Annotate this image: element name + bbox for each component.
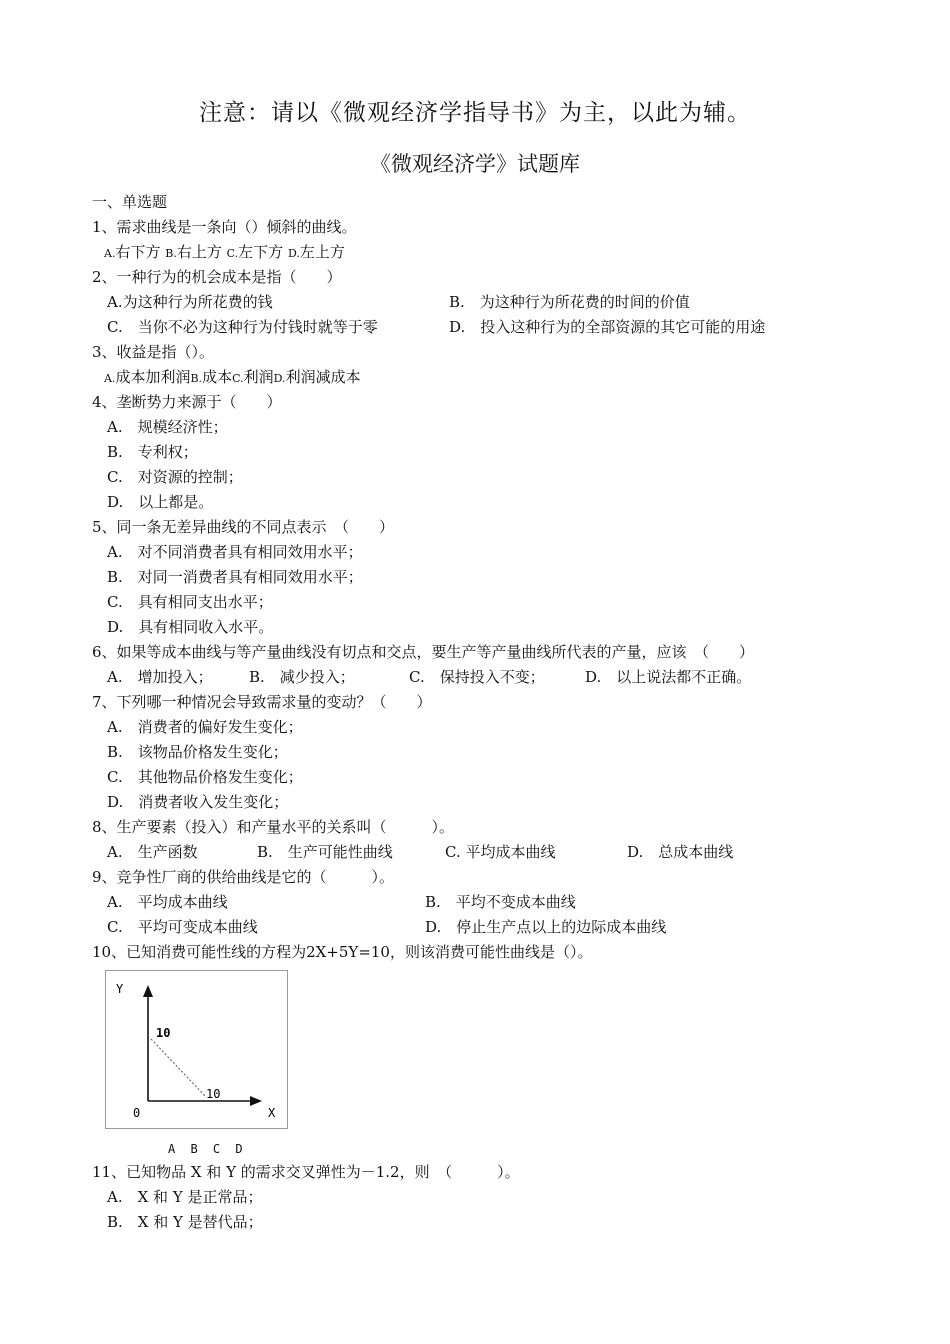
budget-line-diagram (106, 971, 287, 1128)
option-d: D. 投入这种行为的全部资源的其它可能的用途 (449, 318, 766, 336)
question-3-options (92, 365, 912, 390)
option-b: B. 生产可能性曲线 (257, 843, 393, 861)
option-letter: B. (190, 372, 203, 385)
x-intercept-label: 10 (206, 1087, 221, 1101)
option-d: D. 停止生产点以上的边际成本曲线 (425, 918, 667, 936)
x-axis-arrow (250, 1096, 262, 1106)
question-9-stem: 9、竞争性厂商的供给曲线是它的（ ）。 (92, 868, 395, 886)
origin-label: 0 (133, 1106, 141, 1120)
section-heading: 一、单选题 (92, 193, 168, 211)
question-10-choices: A B C D (168, 1142, 247, 1156)
option-text: 成本加利润 (115, 368, 191, 386)
option-c: C. 其他物品价格发生变化； (107, 768, 303, 786)
question-2-options-row-1 (92, 290, 912, 315)
question-1-options (92, 240, 912, 265)
question-3-stem: 3、收益是指（）。 (92, 343, 215, 361)
option-b: B. 为这种行为所花费的时间的价值 (449, 293, 690, 311)
option-b: B. X 和 Y 是替代品； (107, 1213, 263, 1231)
option-letter: C. (232, 372, 244, 385)
option-letter: C. (226, 247, 239, 260)
budget-line (151, 1039, 206, 1097)
question-list (92, 190, 912, 965)
option-d: D. 总成本曲线 (627, 843, 734, 861)
option-b: B. 该物品价格发生变化； (107, 743, 288, 761)
option-text: 右上方 (176, 243, 222, 261)
question-4-stem: 4、垄断势力来源于（ ） (92, 393, 282, 411)
option-b: B. 专利权； (107, 443, 198, 461)
option-c: C. 保持投入不变； (409, 668, 545, 686)
option-a: A. 生产函数 (107, 843, 198, 861)
option-letter: D. (273, 372, 286, 385)
question-11 (92, 1160, 912, 1235)
question-8-options (92, 840, 912, 865)
option-a: A. 对不同消费者具有相同效用水平； (107, 543, 363, 561)
question-2-stem: 2、一种行为的机会成本是指（ ） (92, 268, 342, 286)
question-5-stem: 5、同一条无差异曲线的不同点表示 （ ） (92, 518, 395, 536)
option-b: B. 减少投入； (249, 668, 355, 686)
question-2-options-row-2 (92, 315, 912, 340)
option-text: 利润减成本 (285, 368, 361, 386)
option-text: 左下方 (238, 243, 284, 261)
option-d: D. 消费者收入发生变化； (107, 793, 289, 811)
notice-heading: 注意：请以《微观经济学指导书》为主，以此为辅。 (199, 100, 751, 126)
question-6-stem: 6、如果等成本曲线与等产量曲线没有切点和交点，要生产等产量曲线所代表的产量，应该 （ ） (92, 643, 755, 661)
option-a: A. X 和 Y 是正常品； (107, 1188, 263, 1206)
option-d: D. 具有相同收入水平。 (107, 618, 274, 636)
option-a: A. 规模经济性； (107, 418, 228, 436)
option-c: C. 具有相同支出水平； (107, 593, 273, 611)
question-10-stem: 10、已知消费可能性线的方程为2X+5Y=10，则该消费可能性曲线是（）。 (92, 943, 593, 961)
option-text: 左上方 (299, 243, 345, 261)
page-title: 《微观经济学》试题库 (370, 152, 580, 176)
option-c: C. 对资源的控制； (107, 468, 243, 486)
option-letter: A. (104, 372, 116, 385)
question-7-stem: 7、下列哪一种情况会导致需求量的变动？（ ） (92, 693, 432, 711)
option-text: 右下方 (115, 243, 161, 261)
option-letter: A. (104, 247, 116, 260)
question-9-options-row-1 (92, 890, 912, 915)
option-text: 成本 (202, 368, 233, 386)
option-letter: D. (287, 247, 300, 260)
option-d: D. 以上都是。 (107, 493, 214, 511)
budget-line-figure (105, 970, 288, 1129)
option-c: C. 当你不必为这种行为付钱时就等于零 (107, 318, 378, 336)
y-axis-label: Y (116, 982, 124, 996)
question-9-options-row-2 (92, 915, 912, 940)
option-d: D. 以上说法都不正确。 (585, 668, 752, 686)
option-a: A. 增加投入； (107, 668, 213, 686)
x-axis-label: X (268, 1106, 276, 1120)
question-8-stem: 8、生产要素（投入）和产量水平的关系叫（ ）。 (92, 818, 455, 836)
option-c: C. 平均成本曲线 (445, 843, 556, 861)
option-a: A.为这种行为所花费的钱 (107, 293, 273, 311)
option-c: C. 平均可变成本曲线 (107, 918, 258, 936)
option-a: A. 消费者的偏好发生变化； (107, 718, 303, 736)
option-letter: B. (165, 247, 177, 260)
question-11-stem: 11、已知物品 X 和 Y 的需求交叉弹性为－1.2，则 （ ）。 (92, 1163, 520, 1181)
y-intercept-label: 10 (156, 1026, 171, 1040)
y-axis-arrow (143, 985, 153, 997)
option-b: B. 对同一消费者具有相同效用水平； (107, 568, 363, 586)
question-1-stem: 1、需求曲线是一条向（）倾斜的曲线。 (92, 218, 357, 236)
question-6-options (92, 665, 912, 690)
option-b: B. 平均不变成本曲线 (425, 893, 576, 911)
option-a: A. 平均成本曲线 (107, 893, 228, 911)
option-text: 利润 (243, 368, 274, 386)
